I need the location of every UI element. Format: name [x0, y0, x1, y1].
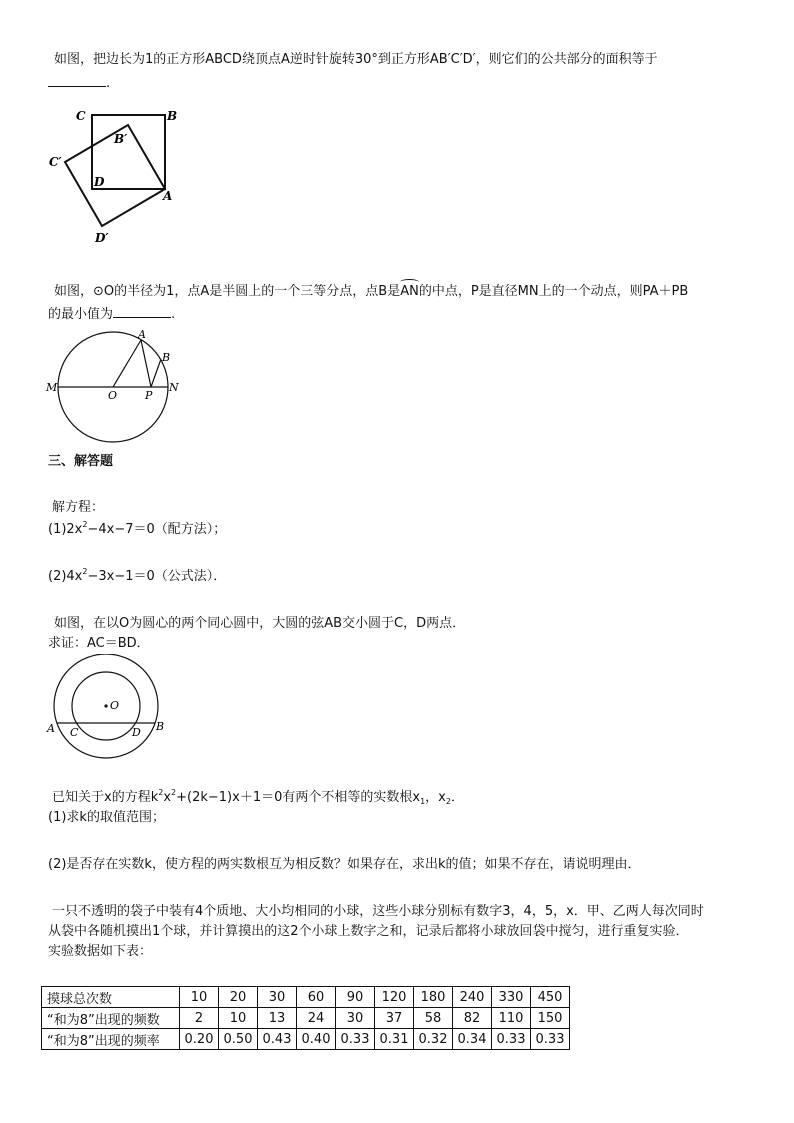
label-B: B [156, 720, 165, 733]
section-title: 三、解答题 [48, 454, 114, 469]
label-D: D [132, 726, 141, 739]
table-cell: 13 [258, 1008, 297, 1029]
answer-blank [113, 303, 171, 318]
table-cell: 60 [297, 987, 336, 1008]
q1-figure [40, 98, 200, 250]
q4-prove: 求证：AC＝BD． [48, 636, 150, 651]
q2-figure [44, 325, 190, 447]
q6-line2: 从袋中各随机摸出1个球，并计算摸出的这2个小球上数字之和，记录后都将小球放回袋中搅匀，进行重复实验． [48, 924, 689, 939]
table-cell: 10 [219, 1008, 258, 1029]
q4-text: 如图，在以O为圆心的两个同心圆中，大圆的弦AB交小圆于C，D两点． [54, 616, 466, 631]
table-row [42, 1029, 570, 1050]
table-cell: 10 [180, 987, 219, 1008]
q2-text: 如图，⊙O的半径为1，点A是半圆上的一个三等分点，点B是AN的中点，P是直径MN上的一个动点，则PA＋PB [54, 282, 688, 302]
label-A: A [47, 722, 55, 735]
label-N: N [169, 381, 179, 394]
table-cell: 0.33 [336, 1029, 375, 1050]
table-cell: 0.50 [219, 1029, 258, 1050]
label-P: P [145, 389, 153, 402]
q1-text: 如图，把边长为1的正方形ABCD绕顶点A逆时针旋转30°到正方形AB′C′D′，则它们的公共部分的面积等于 [54, 52, 658, 67]
table-cell: 2 [180, 1008, 219, 1029]
table-cell: 450 [531, 987, 570, 1008]
table-cell: 120 [375, 987, 414, 1008]
label-O: O [108, 389, 118, 402]
table-cell: 90 [336, 987, 375, 1008]
q5-part2: (2)是否存在实数k，使方程的两实数根互为相反数？如果存在，求出k的值；如果不存在，请说明理由． [48, 857, 641, 872]
q3-eq1: $(1)2x^2-4x-7=0$（配方法）； [48, 520, 227, 537]
table-cell: 0.33 [531, 1029, 570, 1050]
label-M: M [46, 381, 58, 394]
label-C: C [76, 109, 86, 123]
q3-eq2: $(2)4x^2-3x-1=0$（公式法）． [48, 567, 227, 584]
row-header: 摸球总次数 [42, 987, 180, 1008]
label-D: D [94, 175, 105, 189]
q5-part1: (1)求k的取值范围； [48, 810, 165, 825]
label-O: O [110, 699, 120, 712]
answer-blank [48, 72, 106, 87]
label-C1: C′ [49, 155, 62, 169]
table-cell: 0.43 [258, 1029, 297, 1050]
q3-intro: 解方程： [52, 500, 105, 515]
row-header: “和为8”出现的频率 [42, 1029, 180, 1050]
table-row [42, 1008, 570, 1029]
q4-figure [44, 654, 174, 766]
q6-line1: 一只不透明的袋子中装有4个质地、大小均相同的小球，这些小球分别标有数字3，4，5，x．甲、乙两人每次同时 [52, 904, 704, 919]
table-cell: 330 [492, 987, 531, 1008]
segment-pb [151, 359, 161, 387]
segment-oa [113, 340, 141, 387]
label-B: B [162, 351, 171, 364]
table-cell: 24 [297, 1008, 336, 1029]
table-cell: 0.34 [453, 1029, 492, 1050]
table-cell: 240 [453, 987, 492, 1008]
table-cell: 30 [336, 1008, 375, 1029]
table-cell: 0.33 [492, 1029, 531, 1050]
q2-answer-line: 的最小值为 . [48, 303, 175, 325]
q5-text: 已知关于x的方程$k^2x^2+(2k-1)x+1=0$有两个不相等的实数根$x_1$，$x_2$． [52, 788, 464, 806]
table-cell: 0.40 [297, 1029, 336, 1050]
table-cell: 20 [219, 987, 258, 1008]
arc-an: AN [400, 282, 419, 302]
table-cell: 180 [414, 987, 453, 1008]
q1-answer-line: . [48, 72, 110, 94]
label-A: A [163, 189, 173, 203]
table-cell: 0.32 [414, 1029, 453, 1050]
label-D1: D′ [95, 231, 109, 245]
table-cell: 37 [375, 1008, 414, 1029]
center-point [104, 704, 107, 707]
label-A: A [138, 328, 146, 341]
table-cell: 0.20 [180, 1029, 219, 1050]
table-cell: 30 [258, 987, 297, 1008]
q6-line3: 实验数据如下表： [48, 944, 153, 959]
experiment-table [41, 986, 570, 1050]
table-cell: 110 [492, 1008, 531, 1029]
row-header: “和为8”出现的频数 [42, 1008, 180, 1029]
table-cell: 58 [414, 1008, 453, 1029]
label-C: C [70, 726, 79, 739]
segment-pa [141, 340, 151, 387]
table-cell: 82 [453, 1008, 492, 1029]
label-B: B [167, 109, 178, 123]
label-B1: B′ [114, 132, 128, 146]
table-row [42, 987, 570, 1008]
table-cell: 150 [531, 1008, 570, 1029]
table-cell: 0.31 [375, 1029, 414, 1050]
